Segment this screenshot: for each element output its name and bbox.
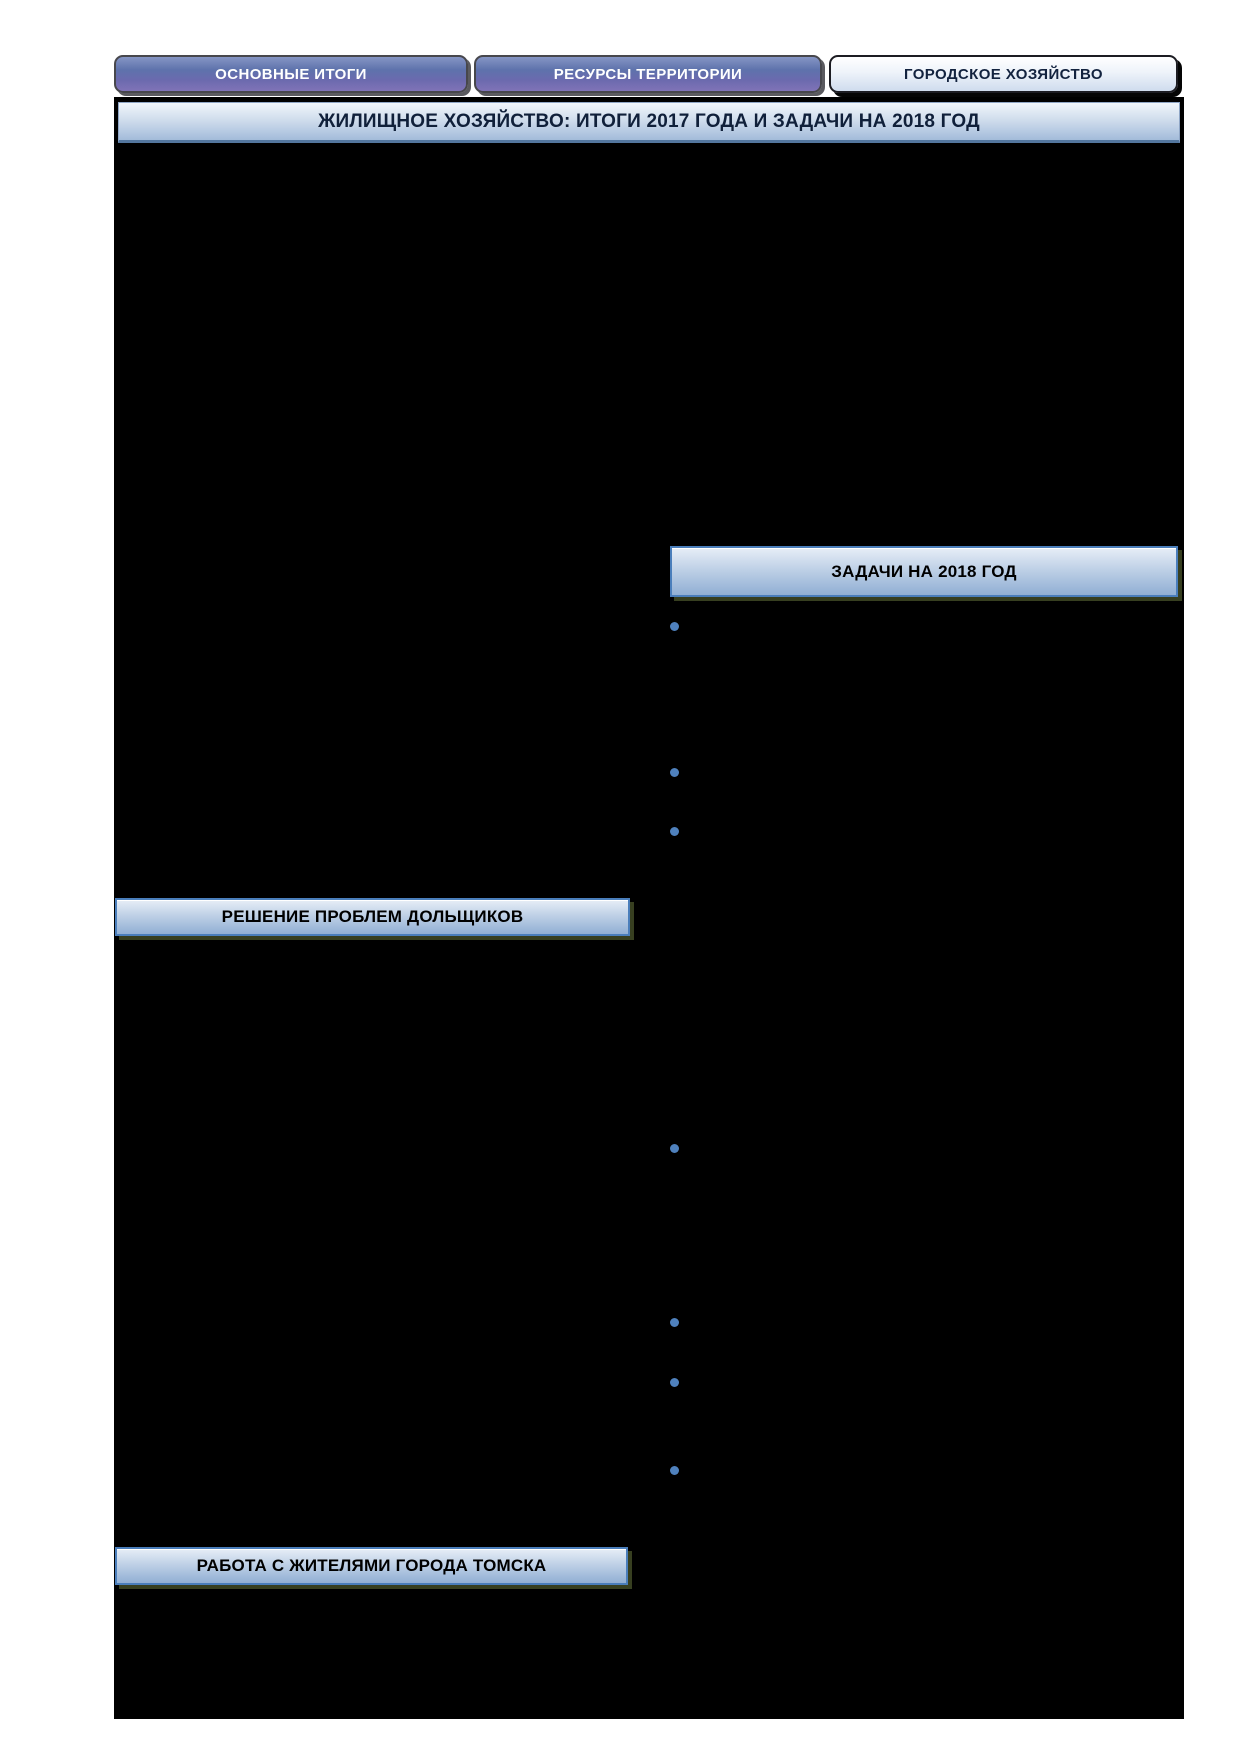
section-banner-tasks-2018 <box>670 546 1178 597</box>
list-bullet-icon <box>670 768 679 777</box>
list-bullet-icon <box>670 1378 679 1387</box>
section-banner-residents <box>115 1547 628 1585</box>
section-banner-shareholders-label: РЕШЕНИЕ ПРОБЛЕМ ДОЛЬЩИКОВ <box>221 907 524 926</box>
list-bullet-icon <box>670 827 679 836</box>
section-banner-residents-label: РАБОТА С ЖИТЕЛЯМИ ГОРОДА ТОМСКА <box>196 1556 547 1575</box>
tab-city-economy-active[interactable] <box>829 55 1178 93</box>
list-bullet-icon <box>670 1318 679 1327</box>
list-bullet-icon <box>670 1466 679 1475</box>
page-title: ЖИЛИЩНОЕ ХОЗЯЙСТВО: ИТОГИ 2017 ГОДА И ЗАДАЧИ НА 2018 ГОД <box>318 110 980 132</box>
tab-main-results-label: ОСНОВНЫЕ ИТОГИ <box>215 65 367 83</box>
report-page-body <box>114 97 1184 1719</box>
tab-city-economy-label: ГОРОДСКОЕ ХОЗЯЙСТВО <box>904 65 1103 83</box>
tab-territory-resources-label: РЕСУРСЫ ТЕРРИТОРИИ <box>553 65 743 83</box>
tab-territory-resources[interactable] <box>474 55 822 93</box>
section-banner-tasks-2018-label: ЗАДАЧИ НА 2018 ГОД <box>831 561 1017 581</box>
list-bullet-icon <box>670 1144 679 1153</box>
page-title-bar <box>118 102 1180 143</box>
section-banner-shareholders <box>115 898 630 936</box>
tab-main-results[interactable] <box>114 55 468 93</box>
list-bullet-icon <box>670 622 679 631</box>
